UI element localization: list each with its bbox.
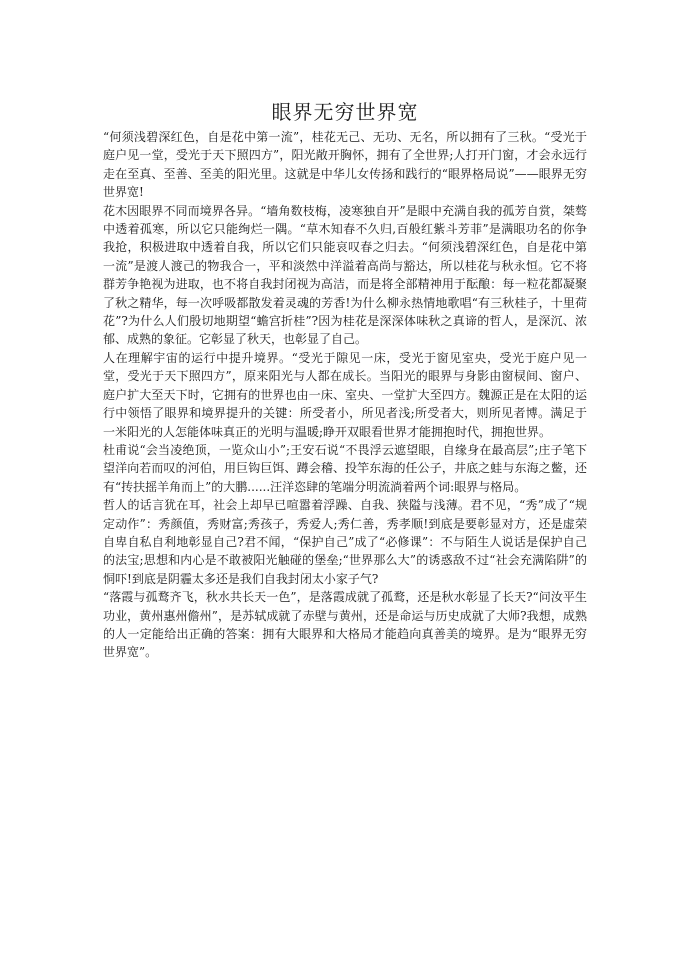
- paragraph-sunlight: 人在理解宇宙的运行中提升境界。“受光于隙见一床，受光于窗见室央，受光于庭户见一堂，受光于天下照四方”，原来阳光与人都在成长。当阳光的眼界与身影由窗棂间、窗户、庭户扩大至天下时，它拥有的世界也由一床、室央、一堂扩大至四方。魏源正是在太阳的运行中领悟了眼界和境界提升的关键：所受者小，所见者浅;所受者大，则所见者博。满足于一米阳光的人怎能体味真正的光明与温暖;睁开双眼看世界才能拥抱时代，拥抱世界。: [103, 350, 587, 439]
- document-title: 眼界无穷世界宽: [271, 100, 419, 124]
- paragraph-conclusion: “落霞与孤鹜齐飞，秋水共长天一色”，是落霞成就了孤鹜，还是秋水彰显了长天?“问汝平生功业，黄州惠州儋州”，是苏轼成就了赤壁与黄州，还是命运与历史成就了大师?我想，成熟的人一定能给出正确的答案：拥有大眼界和大格局才能趋向真善美的境界。是为“眼界无穷世界宽”。: [103, 590, 587, 660]
- paragraph-society: 哲人的话言犹在耳，社会上却早已喧嚣着浮躁、自我、狭隘与浅薄。君不见，“秀”成了“规定动作”：秀颜值，秀财富;秀孩子，秀爱人;秀仁善，秀孝顺!到底是要彰显对方，还是虚荣自卑自私自利地彰显自己?君不闻，“保护自己”成了“必修课”：不与陌生人说话是保护自己的法宝;思想和内心是不敢被阳光触碰的堡垒;“世界那么大”的诱惑敌不过“社会充满陷阱”的恫吓!到底是阴霾太多还是我们自我封闭太小家子气?: [103, 498, 587, 586]
- paragraph-flowers: 花木因眼界不同而境界各异。“墙角数枝梅，凌寒独自开”是眼中充满自我的孤芳自赏，桀骜中透着孤寒，所以它只能绚烂一隅。“草木知春不久归,百般红紫斗芳菲”是满眼功名的你争我抢，积极进取中透着自我，所以它们只能哀叹春之归去。“何须浅碧深红色，自是花中第一流”是渡人渡己的物我合一，平和淡然中洋溢着高尚与豁达，所以桂花与秋永恒。它不将群芳争艳视为进取，也不将自我封闭视为高洁，而是将全部精神用于酝酿：每一粒花都凝聚了秋之精华，每一次呼吸都散发着灵魂的芳香!为什么柳永热情地歌唱“有三秋桂子，十里荷花”?为什么人们殷切地期望“蟾宫折桂”?因为桂花是深深体味秋之真谛的哲人，是深沉、浓郁、成熟的象征。它彰显了秋天，也彰显了自己。: [103, 203, 587, 347]
- paragraph-intro: “何须浅碧深红色，自是花中第一流”，桂花无己、无功、无名，所以拥有了三秋。“受光于庭户见一堂，受光于天下照四方”，阳光敞开胸怀，拥有了全世界;人打开门窗，才会永远行走在至真、至善、至美的阳光里。这就是中华儿女传扬和践行的“眼界格局说”——眼界无穷世界宽!: [103, 130, 587, 200]
- paragraph-poets: 杜甫说“会当凌绝顶，一览众山小”;王安石说“不畏浮云遮望眼，自缘身在最高层”;庄子笔下望洋向若而叹的河伯，用巨钩巨饵、蹲会稽、投竿东海的任公子，井底之蛙与东海之鳖，还有“抟扶摇羊角而上”的大鹏......汪洋恣肆的笔端分明流淌着两个词:眼界与格局。: [103, 442, 587, 494]
- document-body: [103, 128, 587, 662]
